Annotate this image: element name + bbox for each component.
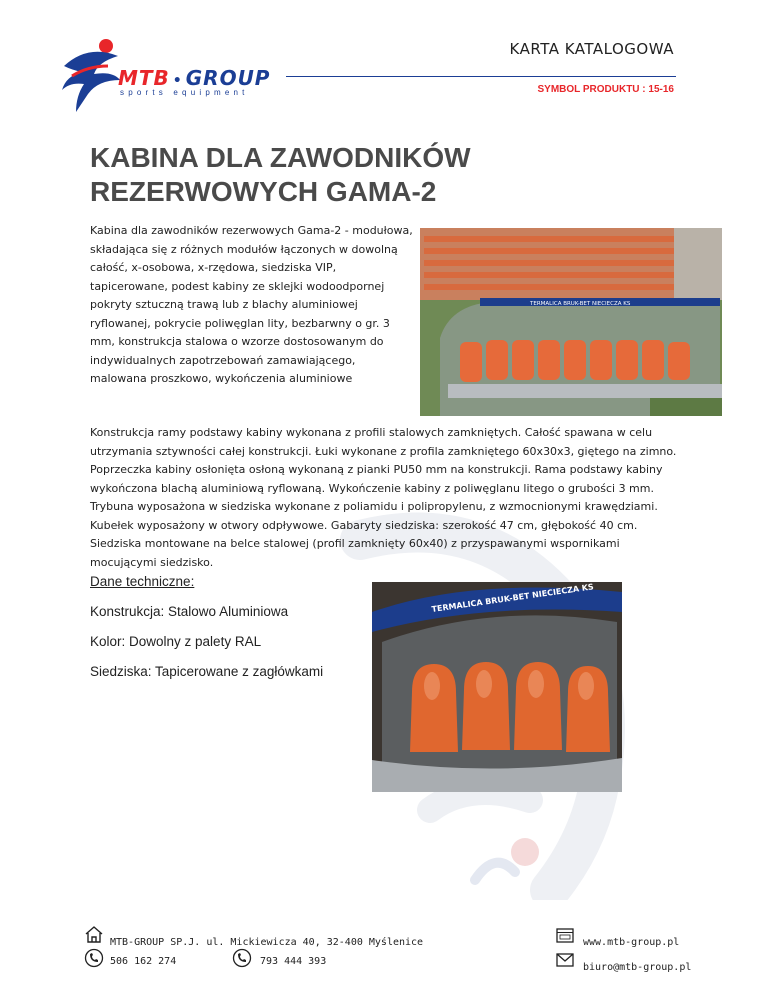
header-divider xyxy=(286,76,676,77)
page-title: KABINA DLA ZAWODNIKÓW REZERWOWYCH GAMA-2 xyxy=(90,142,471,207)
phone-icon xyxy=(232,948,252,968)
footer-phone-2: 793 444 393 xyxy=(260,956,327,967)
tech-color: Kolor: Dowolny z palety RAL xyxy=(90,634,262,649)
website-icon xyxy=(555,926,575,946)
description-paragraph-2: Konstrukcja ramy podstawy kabiny wykonana z profili stalowych zamkniętych. Całość spawana w celu utrzymania sztywności całej konstrukcji. Łuki wykonane z profila zamkniętego 60x30x3, giętego na zimno. Poprzeczka kabiny osłonięta osłoną wykonaną z pianki PU50 mm na konstrukcji. Rama podstawy kabiny wykończona blachą aluminiową ryflowaną. Wykończenie kabiny z poliwęglanu litego o grubości 3 mm. Trybuna wyposażona w siedziska wykonane z poliamidu i polipropylenu, z wzmocnionymi krawędziami. Kubełek wyposażony w otwory odpływowe. Gabaryty siedziska: szerokość 47 cm, głębokość 40 cm. Siedziska montowane na belce stalowej (profil zamknięty 60x40) z przyspawanymi wspornikami mocującymi siedzisko. xyxy=(90,426,677,569)
footer-phone-1: 506 162 274 xyxy=(110,956,177,967)
svg-text:TERMALICA BRUK-BET NIECIECZA K: TERMALICA BRUK-BET NIECIECZA KS xyxy=(530,301,631,307)
document-type-title: KARTA KATALOGOWA xyxy=(509,40,674,58)
home-icon xyxy=(84,924,104,944)
tech-data-heading: Dane techniczne: xyxy=(90,574,195,589)
tech-construction: Konstrukcja: Stalowo Aluminiowa xyxy=(90,604,289,619)
product-photo-stadium xyxy=(420,228,722,416)
description-paragraph-1: Kabina dla zawodników rezerwowych Gama-2 - modułowa, składająca się z różnych modułów łączonych w dowolną całość, x-osobowa, x-rzędowa, siedziska VIP, tapicerowane, podest kabiny ze sklejki wodoodpornej pokryty sztuczną trawą lub z blachy aluminiowej ryflowanej, pokrycie poliwęglan lity, bezbarwny o gr. 3 mm, konstrukcja stalowa o wzorze dostosowanym do indywidualnych zapotrzebowań zamawiającego, malowana proszkowo, wykończenia aluminiowe xyxy=(90,224,413,385)
tech-seats: Siedziska: Tapicerowane z zagłówkami xyxy=(90,664,324,679)
brand-tagline: sports equipment xyxy=(120,88,249,97)
footer-address: MTB-GROUP SP.J. ul. Mickiewicza 40, 32-400 Myślenice xyxy=(110,937,424,948)
product-symbol: SYMBOL PRODUKTU : 15-16 xyxy=(537,84,674,95)
footer-email[interactable]: biuro@mtb-group.pl xyxy=(583,962,692,973)
brand-name: MTB • GROUP xyxy=(118,66,271,90)
phone-icon xyxy=(84,948,104,968)
email-icon xyxy=(555,950,575,970)
svg-text:TERMALICA BRUK-BET NIECIECZA K: TERMALICA BRUK-BET NIECIECZA KS xyxy=(431,582,595,614)
footer-website[interactable]: www.mtb-group.pl xyxy=(583,937,680,948)
product-photo-bench-closeup xyxy=(372,582,622,792)
